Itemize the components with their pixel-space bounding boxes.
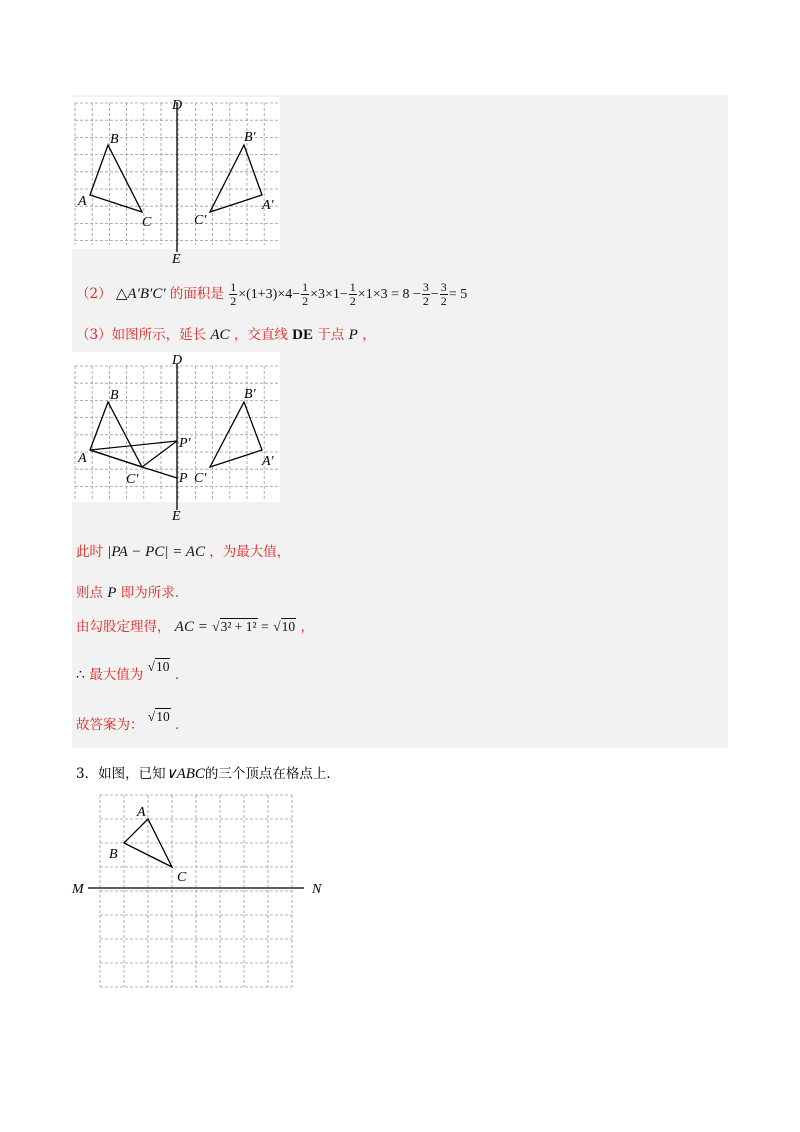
part2-text: 的面积是 xyxy=(169,286,224,302)
l2-point: P xyxy=(107,585,117,601)
q3-text-pre: 如图，已知 xyxy=(98,766,166,782)
line-point-p xyxy=(76,581,188,602)
l2-post: 即为所求． xyxy=(120,585,189,601)
therefore-symbol: ∴ xyxy=(76,668,85,683)
figure-2-svg xyxy=(72,352,284,524)
l1-pre: 此时 xyxy=(76,544,103,560)
figure-3-grid xyxy=(70,792,340,990)
label-b-prime: B′ xyxy=(244,387,256,402)
label-b: B xyxy=(109,847,118,862)
l4-text: 最大值为 xyxy=(89,667,144,683)
figure-3-svg xyxy=(70,792,340,990)
label-a: A xyxy=(137,805,146,820)
frac-1-2-b: $\frac{1}{2}$ xyxy=(302,280,309,308)
label-c-point: C′ xyxy=(126,472,139,487)
sqrt-10-a: √10 xyxy=(273,619,296,634)
figure-1-svg xyxy=(72,97,284,265)
label-p: P xyxy=(179,471,188,486)
grid-lines xyxy=(100,795,292,987)
label-a: A xyxy=(78,451,87,466)
figure-2-max-difference xyxy=(72,352,284,524)
l3-pre: 由勾股定理得， xyxy=(76,619,171,635)
l5-text: 故答案为： xyxy=(76,717,144,733)
frac-3-2-a: $\frac{3}{2}$ xyxy=(422,280,429,308)
frac-1-2-a: $\frac{1}{2}$ xyxy=(230,280,237,308)
l4-post: ． xyxy=(174,667,189,683)
part3-mid: ，交直线 xyxy=(233,327,288,343)
label-a-prime: A′ xyxy=(262,454,274,469)
part3-line-de: DE xyxy=(292,327,313,343)
q3-text-post: 的三个顶点在格点上． xyxy=(204,766,340,782)
part3-line xyxy=(76,323,376,344)
l3-expr: AC = xyxy=(174,619,208,635)
label-d: D xyxy=(172,353,183,368)
label-c: C xyxy=(177,870,187,885)
part2-line: （2） △A′B′C′ 的面积是 $\frac{1}{2}$ ×(1+3)×4− $\frac{1}{2}$ ×3×1− $\frac{1}{2}$ ×1×3 = 8 − $\frac{3}{2}$ − $\frac{3}{2}$ = 5 xyxy=(76,280,468,308)
l3-eq: = xyxy=(257,620,269,635)
frac-1-2-c: $\frac{1}{2}$ xyxy=(349,280,356,308)
question-3-text xyxy=(76,762,340,783)
label-n: N xyxy=(312,882,322,897)
label-c: C xyxy=(142,215,152,230)
part2-triangle: △A′B′C′ xyxy=(115,286,166,302)
label-m: M xyxy=(72,882,84,897)
l3-post: ， xyxy=(300,619,314,635)
label-p-prime: P′ xyxy=(179,436,191,451)
label-a: A xyxy=(78,194,87,209)
l1-post: ，为最大值， xyxy=(209,544,291,560)
l1-expr: |PA − PC| = AC xyxy=(107,544,205,560)
part3-seg: AC xyxy=(210,327,230,343)
part2-result: = 5 xyxy=(448,287,468,302)
label-e: E xyxy=(172,509,181,524)
label-e: E xyxy=(172,252,181,265)
label-c-prime: C′ xyxy=(194,471,207,486)
q3-number: 3． xyxy=(76,766,99,782)
sqrt-10-b: √10 xyxy=(147,659,170,674)
label-b-prime: B′ xyxy=(244,130,256,145)
line-answer xyxy=(76,709,189,733)
label-b: B xyxy=(110,388,119,403)
label-a-prime: A′ xyxy=(262,198,274,213)
label-b: B xyxy=(110,132,119,147)
part3-end: 于点 xyxy=(317,327,345,343)
line-max-condition xyxy=(76,540,290,561)
part2-prefix: （2） xyxy=(76,286,112,302)
q3-triangle: ∨ABC xyxy=(165,766,205,782)
line-max-value xyxy=(76,659,189,684)
sqrt-10-c: √10 xyxy=(147,709,170,724)
sqrt-3-1: √3² + 1² xyxy=(212,619,257,634)
label-c-prime: C′ xyxy=(194,213,207,228)
line-pythagoras xyxy=(76,615,314,636)
part3-point: P xyxy=(348,327,358,343)
l5-post: ． xyxy=(175,717,189,733)
frac-3-2-b: $\frac{3}{2}$ xyxy=(440,280,447,308)
l2-pre: 则点 xyxy=(76,585,103,601)
part3-comma: ， xyxy=(362,327,376,343)
part3-prefix: （3）如图所示，延长 xyxy=(76,327,207,343)
label-d: D xyxy=(172,98,183,113)
figure-1-reflection xyxy=(72,97,284,265)
figure-2-bg xyxy=(72,352,280,502)
